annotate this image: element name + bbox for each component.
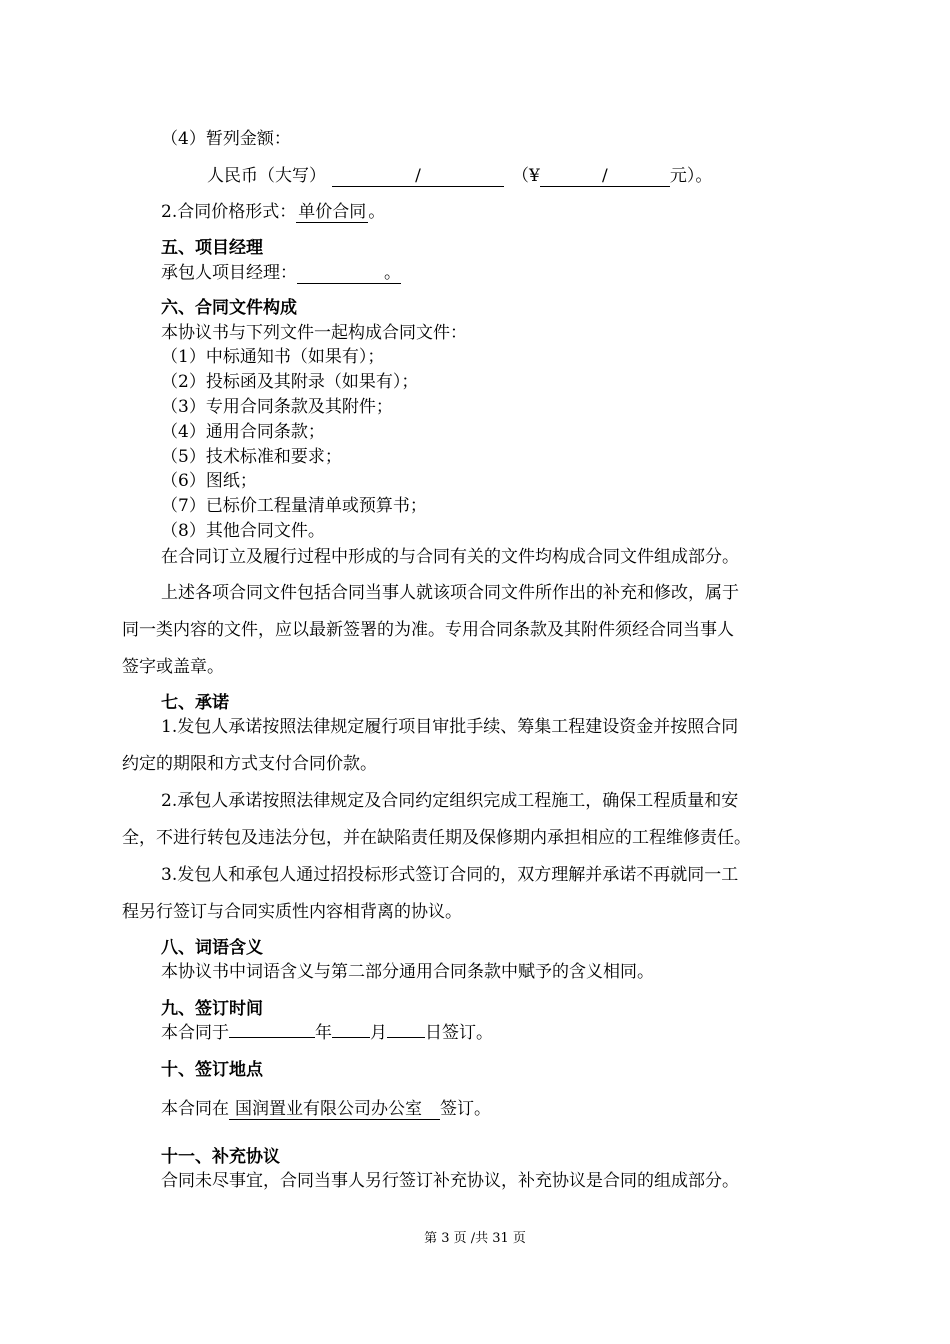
promise-1-line: 1.发包人承诺按照法律规定履行项目审批手续、筹集工程建设资金并按照合同 [161,717,739,737]
rmb-label: 人民币（大写） [207,166,326,186]
promise-2-line: 2.承包人承诺按照法律规定及合同约定组织完成工程施工，确保工程质量和安 [161,791,739,811]
section-6-title: 六、合同文件构成 [161,298,297,318]
section-11-text: 合同未尽事宜，合同当事人另行签订补充协议，补充协议是合同的组成部分。 [161,1171,739,1191]
section-6-note: 在合同订立及履行过程中形成的与合同有关的文件均构成合同文件组成部分。 [161,547,739,567]
signing-place-suffix: 签订。 [440,1099,491,1119]
price-form-end: 。 [368,202,386,222]
year-label: 年 [315,1023,332,1043]
rmb-value: / [332,166,504,187]
section-6-intro: 本协议书与下列文件一起构成合同文件： [161,323,467,343]
day-label: 日签订。 [425,1023,493,1043]
month-blank [332,1037,370,1038]
month-label: 月 [370,1023,387,1043]
signing-place-value: 国润置业有限公司办公室 [229,1099,440,1120]
section-5-title: 五、项目经理 [161,238,263,258]
provisional-heading: （4）暂列金额： [161,129,291,149]
section-6-para-line: 上述各项合同文件包括合同当事人就该项合同文件所作出的补充和修改，属于 [161,583,739,603]
year-blank [229,1037,315,1038]
section-8-title: 八、词语含义 [161,938,263,958]
signing-place-prefix: 本合同在 [161,1099,229,1119]
price-form-value: 单价合同 [298,202,367,222]
list-item: （8）其他合同文件。 [161,521,325,541]
section-7-title: 七、承诺 [161,693,229,713]
list-item: （1）中标通知书（如果有）； [161,347,385,367]
day-blank [387,1037,425,1038]
list-item: （4）通用合同条款； [161,422,325,442]
section-10-title: 十、签订地点 [161,1060,263,1080]
section-11-title: 十一、补充协议 [161,1147,280,1167]
promise-3-line: 3.发包人和承包人通过招投标形式签订合同的，双方理解并承诺不再就同一工 [161,865,739,885]
signing-place-line [161,1098,491,1120]
provisional-rmb-line [207,165,712,187]
project-manager-label: 承包人项目经理： [161,263,297,283]
section-6-para-line: 签字或盖章。 [122,657,224,677]
list-item: （6）图纸； [161,471,257,491]
promise-1-line: 约定的期限和方式支付合同价款。 [122,754,377,774]
signing-date-line [161,1022,493,1044]
promise-2-line: 全，不进行转包及违法分包，并在缺陷责任期及保修期内承担相应的工程维修责任。 [122,828,751,848]
price-form-label: 2.合同价格形式： [161,202,297,222]
yen-close: 元）。 [669,166,713,186]
section-8-text: 本协议书中词语含义与第二部分通用合同条款中赋予的含义相同。 [161,962,654,982]
signing-date-prefix: 本合同于 [161,1023,229,1043]
project-manager-value: 。 [297,263,401,284]
price-form-line [161,201,385,223]
section-6-para-line: 同一类内容的文件，应以最新签署的为准。专用合同条款及其附件须经合同当事人 [122,620,734,640]
yen-value: / [540,166,670,187]
yen-open: （¥ [512,166,540,186]
list-item: （3）专用合同条款及其附件； [161,397,393,417]
list-item: （5）技术标准和要求； [161,447,342,467]
page-footer: 第 3 页 /共 31 页 [424,1231,526,1246]
promise-3-line: 程另行签订与合同实质性内容相背离的协议。 [122,902,462,922]
list-item: （7）已标价工程量清单或预算书； [161,496,427,516]
section-9-title: 九、签订时间 [161,999,263,1019]
list-item: （2）投标函及其附录（如果有）； [161,372,419,392]
project-manager-line [161,262,401,284]
